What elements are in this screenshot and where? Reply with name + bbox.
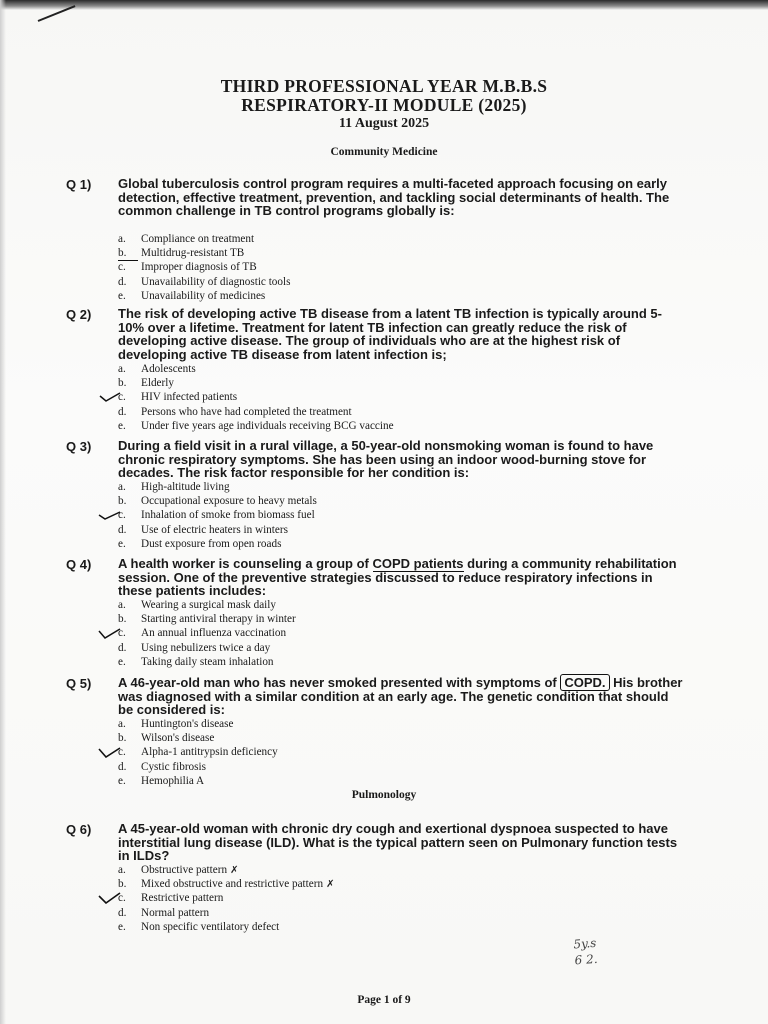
question-text: Global tuberculosis control program requires a multi-faceted approach focusing on early detection, effective treatment, prevention, and tackling social determinants of health. The common challenge in TB control programs globally is: [118,176,670,219]
underline-mark: COPD patients [372,556,464,571]
section-heading-community: Community Medicine [330,146,438,158]
handwritten-note: 5y.s 6 2. [573,935,598,968]
question-number: Q 6) [66,822,92,837]
question-text: The risk of developing active TB disease from a latent TB infection is typically around 5-10% over a lifetime. Treatment for latent TB infection can greatly reduce the risk of developing active disease. The group of individuals who are at the highest risk of developing active TB disease from latent infection is; [118,306,662,362]
exam-title-line1: THIRD PROFESSIONAL YEAR M.B.B.S [220,76,548,96]
exam-date: 11 August 2025 [338,116,430,131]
question-number: Q 5) [66,676,92,691]
scan-top-shadow [0,0,768,10]
question-text: During a field visit in a rural village, a 50-year-old nonsmoking woman is found to have chronic respiratory symptoms. She has been using an indoor wood-burning stove for decades. The risk factor responsible for her condition is: [118,438,654,481]
question-text: A 46-year-old man who has never smoked presented with symptoms of COPD. His brother was diagnosed with a similar condition at an early age. The genetic condition that should be considered is: [118,675,683,718]
underline-mark: b. [118,246,138,261]
question-number: Q 1) [66,177,92,192]
exam-title-line2: RESPIRATORY-II MODULE (2025) [241,95,527,115]
question-number: Q 4) [66,557,92,572]
circled-mark: COPD. [560,674,609,691]
question-text: A health worker is counseling a group of COPD patients during a community rehabilitation session. One of the preventive strategies discussed to reduce respiratory infections in these patients includes: [118,556,677,599]
section-heading-pulmonology: Pulmonology [351,789,417,801]
page-number: Page 1 of 9 [357,994,411,1006]
question-number: Q 2) [66,307,92,322]
cross-mark-icon: ✗ [326,879,335,891]
question-number: Q 3) [66,439,92,454]
cross-mark-icon: ✗ [230,865,239,876]
exam-page: THIRD PROFESSIONAL YEAR M.B.B.S RESPIRATORY-II MODULE (2025) 11 August 2025 Community Medicine Q 1) Global tuberculosis control program requires a multi-faceted approach focusing on early detection, effective treatment, prevention, and tackling social determinants of health. The common challenge in TB control programs globally is: a. Compliance on treatment b. Multidrug-resistant TB c. Improper diagnosis of TB d. Unavailability of diagnostic tools e. Unavailability of medicines Q 2) The risk of developing active TB disease from a latent TB infection is typically around 5-10% over a lifetime. Treatment for latent TB infection can greatly reduce the risk of developing active disease. The group of individuals who are at the highest risk of developing active TB disease from latent infection is; a. Adolescents b. Elderly c. HIV infected patients d. Persons who have had completed the treatment e. Under five years age individuals receiving BCG vaccine Q 3) During a field visit in a rural village, a 50-year-old nonsmoking woman is found to have chronic respiratory symptoms. She has been using an indoor wood-burning stove for decades. The risk factor responsible for her condition is: a. High-altitude living b. Occupational exposure to heavy metals c. Inhalation of smoke from biomass fuel d. Use of electric heaters in winters e. Dust exposure from open roads Q 4) A health worker is counseling a group of COPD patients during a community rehabilitation session. One of the preventive strategies discussed to reduce respiratory infections in these patients includes: a. Wearing a surgical mask daily b. Starting antiviral therapy in winter c. An annual influenza vaccination d. Using nebulizers twice a day e. Taking daily steam inhalation Q 5) A 46-year-old man who has never smoked presented with symptoms of COPD. His brother was diagnosed with a similar condition at an early age. The genetic condition that should be considered is: a. Huntington's disease b. Wilson's disease c. Alpha-1 antitrypsin deficiency d. Cystic fibrosis e. Hemophilia A Pulmonology Q 6) A 45-year-old woman with chronic dry cough and exertional dyspnoea suspected to have interstitial lung disease (ILD). What is the typical pattern seen on Pulmonary function tests in ILDs? a. Obstructive pattern ✗ b. Mixed obstructive and restrictive pattern ✗ c. Restrictive pattern d. Normal pattern e. Non specific ventilatory defect 5y.s 6 2. Page 1 of 9 [0,0,768,1024]
question-text: A 45-year-old woman with chronic dry cough and exertional dyspnoea suspected to have interstitial lung disease (ILD). What is the typical pattern seen on Pulmonary function tests in ILDs? [118,821,678,864]
